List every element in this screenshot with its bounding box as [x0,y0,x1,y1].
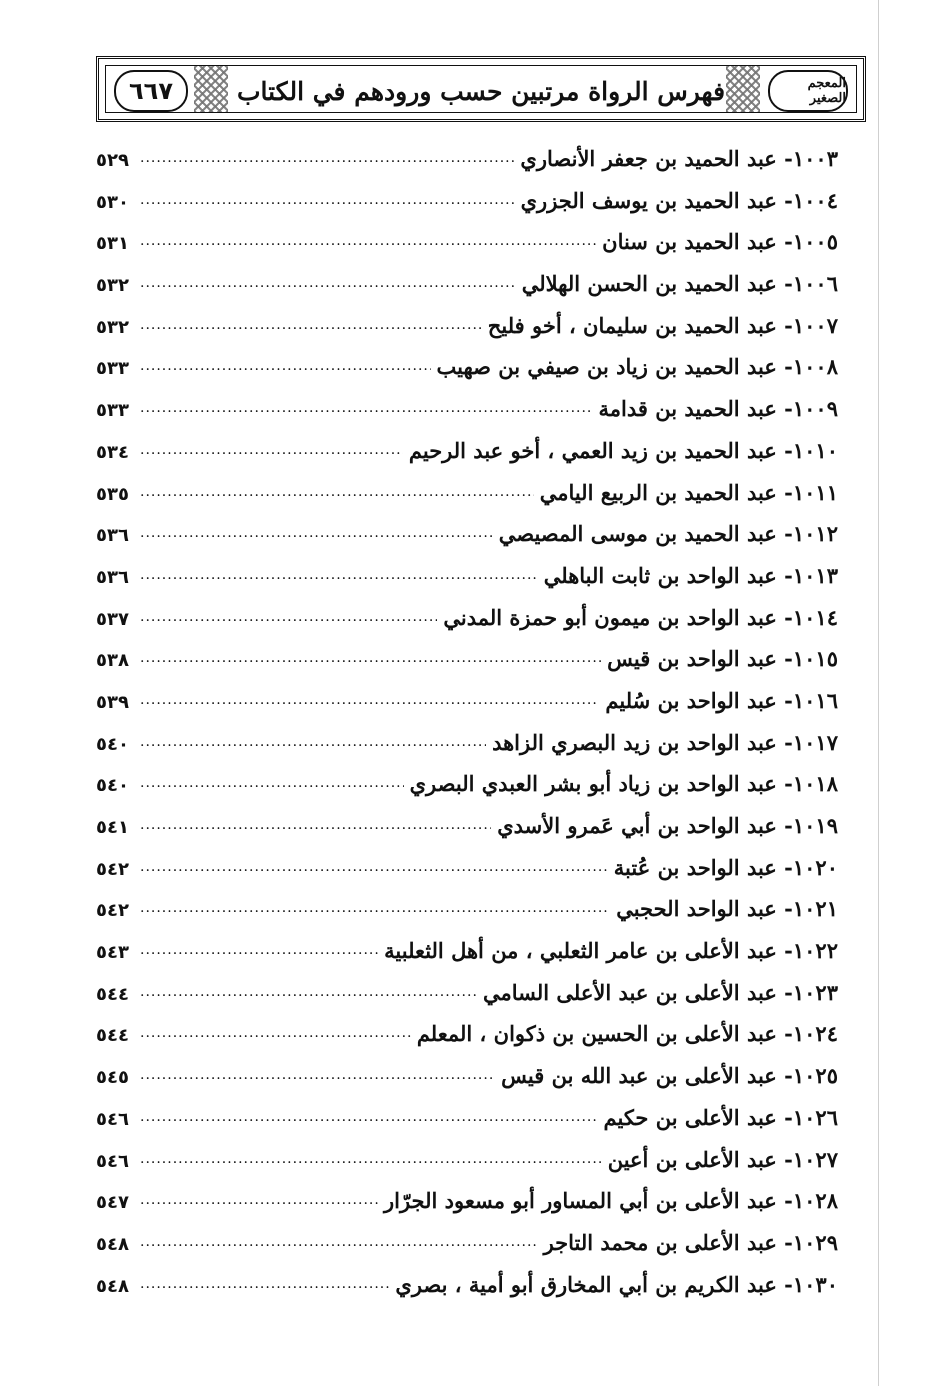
entry-page-number: ٥٤٦ [96,1108,129,1130]
index-row [96,513,838,555]
entry-label: ١٠٠٨- عبد الحميد بن زياد بن صيفي بن صهيب [436,354,838,380]
entry-page-number: ٥٤٣ [96,942,129,964]
entry-label: ١٠٢٧- عبد الأعلى بن أعين [607,1146,838,1172]
dot-leader [140,555,538,597]
entry-page-number: ٥٤٨ [96,1233,129,1255]
dot-leader [140,597,437,639]
index-row [96,305,838,347]
index-row [96,1180,838,1222]
entry-label: ١٠٠٣- عبد الحميد بن جعفر الأنصاري [520,146,838,171]
dot-leader [140,722,486,764]
dot-leader [140,638,601,680]
entry-label: ١٠٠٩- عبد الحميد بن قدامة [598,396,838,422]
index-row [96,221,838,263]
entry-page-number: ٥٤٢ [96,900,129,922]
dot-leader [140,263,516,305]
index-row [96,388,838,430]
entry-label: ١٠٣٠- عبد الكريم بن أبي المخارق أبو أمية ، بصري [395,1271,838,1297]
entry-page-number: ٥٣٨ [96,650,129,672]
entry-label: ١٠٢٣- عبد الأعلى بن عبد الأعلى السامي [482,979,838,1005]
dot-leader [140,1264,389,1306]
dot-leader [140,388,593,430]
index-row [96,722,838,764]
entry-page-number: ٥٣٧ [96,608,129,630]
entry-page-number: ٥٣٢ [96,316,129,338]
index-row [96,430,838,472]
entry-page-number: ٥٤١ [96,817,129,838]
entry-page-number: ٥٤٦ [96,1150,129,1172]
index-row [96,555,838,597]
entry-label: ١٠١٨- عبد الواحد بن زياد أبو بشر العبدي البصري [409,771,838,797]
page-header [96,56,866,122]
dot-leader [140,847,608,889]
index-row [96,346,838,388]
narrators-index-list [96,138,838,1305]
index-row [96,847,838,889]
index-row [96,1139,838,1181]
dot-leader [140,1013,411,1055]
dot-leader [140,472,534,514]
dot-leader [140,138,514,180]
page-number-cartouche [114,70,188,112]
dot-leader [140,972,477,1014]
ornament-left [194,66,228,112]
index-row [96,597,838,639]
header-frame [105,65,857,113]
entry-page-number: ٥٤٠ [96,775,129,797]
entry-page-number: ٥٤٤ [96,1025,129,1047]
index-row [96,1097,838,1139]
entry-label: ١٠١١- عبد الحميد بن الربيع اليامي [539,479,838,505]
book-emblem [768,70,848,112]
dot-leader [140,1222,538,1264]
entry-label: ١٠٢٤- عبد الأعلى بن الحسين بن ذكوان ، المعلم [416,1021,838,1047]
entry-label: ١٠٢٩- عبد الأعلى بن محمد التاجر [543,1229,838,1255]
dot-leader [140,305,482,347]
entry-label: ١٠٢١- عبد الواحد الحجبي [616,896,838,922]
entry-label: ١٠١٤- عبد الواحد بن ميمون أبو حمزة المدني [443,604,838,630]
index-row [96,180,838,222]
dot-leader [140,805,491,847]
entry-page-number: ٥٣١ [96,233,129,255]
dot-leader [140,763,404,805]
entry-label: ١٠٠٧- عبد الحميد بن سليمان ، أخو فليح [487,312,838,338]
entry-label: ١٠٢٠- عبد الواحد بن عُتبة [613,854,838,880]
entry-label: ١٠١٣- عبد الواحد بن ثابت الباهلي [543,562,838,588]
entry-page-number: ٥٤٤ [96,983,129,1005]
index-row [96,638,838,680]
entry-label: ١٠١٥- عبد الواحد بن قيس [607,646,838,672]
entry-label: ١٠١٩- عبد الواحد بن أبي عَمرو الأسدي [497,813,838,838]
entry-page-number: ٥٤٠ [96,733,129,755]
entry-page-number: ٥٣٠ [96,191,129,213]
dot-leader [140,346,431,388]
index-row [96,930,838,972]
dot-leader [140,1055,495,1097]
entry-label: ١٠١٢- عبد الحميد بن موسى المصيصي [498,521,838,547]
entry-page-number: ٥٣٥ [96,483,129,505]
page-number: ٦٦٧ [129,77,173,105]
dot-leader [140,221,596,263]
index-row [96,1013,838,1055]
index-row [96,1264,838,1306]
index-row [96,138,838,180]
index-row [96,805,838,847]
dot-leader [140,1139,602,1181]
entry-page-number: ٥٣٣ [96,358,129,380]
dot-leader [140,888,610,930]
entry-page-number: ٥٣٦ [96,525,129,547]
entry-label: ١٠٠٥- عبد الحميد بن سنان [602,229,838,255]
entry-page-number: ٥٣٢ [96,275,129,297]
index-row [96,1222,838,1264]
entry-label: ١٠٢٦- عبد الأعلى بن حكيم [603,1104,838,1130]
index-row [96,888,838,930]
dot-leader [140,513,493,555]
entry-page-number: ٥٣٤ [96,441,129,463]
emblem-text: المعجم الصغير [807,76,846,106]
dot-leader [140,180,515,222]
entry-page-number: ٥٤٥ [96,1067,129,1089]
page-title: فهرس الرواة مرتبين حسب ورودهم في الكتاب [256,70,706,112]
entry-page-number: ٥٢٩ [96,150,129,171]
entry-page-number: ٥٣٩ [96,691,129,713]
entry-page-number: ٥٤٨ [96,1275,129,1297]
index-row [96,1055,838,1097]
entry-label: ١٠٠٤- عبد الحميد بن يوسف الجزري [520,187,838,213]
index-row [96,472,838,514]
dot-leader [140,1180,378,1222]
entry-label: ١٠٢٨- عبد الأعلى بن أبي المساور أبو مسعود الجرّار [383,1188,838,1214]
entry-label: ١٠٢٥- عبد الأعلى بن عبد الله بن قيس [501,1063,838,1089]
entry-page-number: ٥٤٢ [96,858,129,880]
entry-page-number: ٥٤٧ [96,1192,129,1214]
entry-label: ١٠١٠- عبد الحميد بن زيد العمي ، أخو عبد الرحيم [408,437,838,463]
entry-label: ١٠١٧- عبد الواحد بن زيد البصري الزاهد [492,729,838,755]
dot-leader [140,930,378,972]
entry-page-number: ٥٣٣ [96,400,129,422]
entry-label: ١٠١٦- عبد الواحد بن سُليم [605,687,838,713]
dot-leader [140,430,403,472]
dot-leader [140,1097,598,1139]
dot-leader [140,680,599,722]
index-row [96,972,838,1014]
entry-label: ١٠٠٦- عبد الحميد بن الحسن الهلالي [521,271,838,297]
index-row [96,263,838,305]
index-row [96,763,838,805]
entry-label: ١٠٢٢- عبد الأعلى بن عامر الثعلبي ، من أهل الثعلبية [384,938,838,964]
entry-page-number: ٥٣٦ [96,566,129,588]
index-row [96,680,838,722]
ornament-right [726,66,760,112]
page-edge-line [878,0,879,1386]
